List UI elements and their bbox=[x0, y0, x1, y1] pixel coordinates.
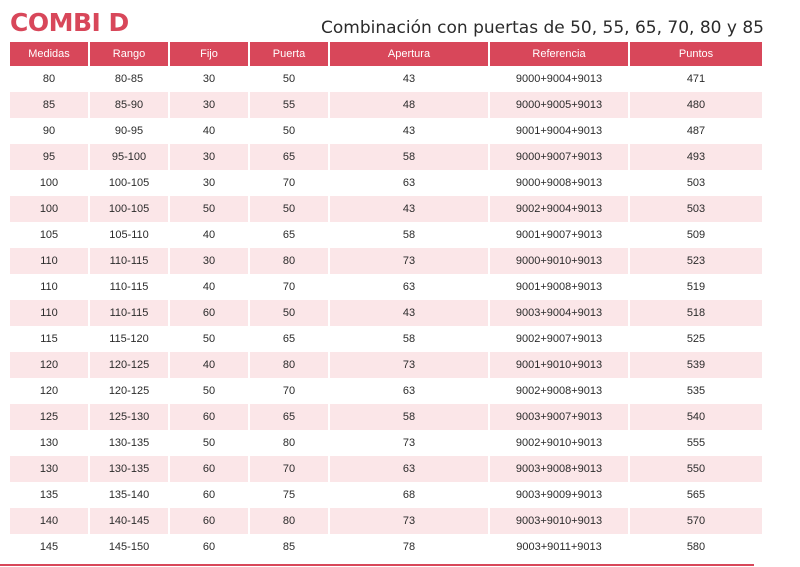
cell-puntos: 519 bbox=[686, 281, 706, 293]
cell-puntos: 523 bbox=[630, 248, 762, 274]
page-subtitle: Combinación con puertas de 50, 55, 65, 70, 80 y 85 bbox=[320, 18, 764, 38]
cell-referencia: 9001+9007+9013 bbox=[515, 229, 603, 241]
cell-puntos: 525 bbox=[686, 333, 706, 345]
cell-puntos: 503 bbox=[630, 196, 762, 222]
cell-referencia: 9003+9009+9013 bbox=[515, 489, 603, 501]
cell-apertura: 68 bbox=[402, 489, 416, 501]
cell-fijo: 40 bbox=[202, 229, 216, 241]
cell-rango: 100-105 bbox=[108, 177, 150, 189]
cell-fijo: 30 bbox=[202, 73, 216, 85]
table-row bbox=[10, 456, 762, 482]
table-row bbox=[10, 66, 762, 92]
cell-rango: 125-130 bbox=[90, 404, 168, 430]
cell-fijo: 60 bbox=[170, 404, 248, 430]
cell-fijo: 60 bbox=[202, 541, 216, 553]
cell-medidas: 125 bbox=[10, 404, 88, 430]
cell-puntos: 555 bbox=[686, 437, 706, 449]
table-row bbox=[10, 482, 762, 508]
cell-medidas: 80 bbox=[42, 73, 56, 85]
cell-fijo: 60 bbox=[170, 300, 248, 326]
cell-apertura: 73 bbox=[330, 248, 488, 274]
cell-puntos: 539 bbox=[630, 352, 762, 378]
cell-puerta: 65 bbox=[282, 229, 296, 241]
cell-apertura: 48 bbox=[330, 92, 488, 118]
cell-rango: 110-115 bbox=[109, 281, 149, 293]
cell-fijo: 40 bbox=[170, 352, 248, 378]
header-referencia: Referencia bbox=[490, 42, 628, 66]
cell-apertura: 73 bbox=[330, 508, 488, 534]
cell-rango: 120-125 bbox=[108, 385, 150, 397]
cell-puerta: 80 bbox=[250, 508, 328, 534]
cell-referencia: 9003+9011+9013 bbox=[516, 541, 602, 553]
cell-fijo: 60 bbox=[202, 489, 216, 501]
cell-apertura: 73 bbox=[402, 437, 416, 449]
cell-referencia: 9003+9004+9013 bbox=[490, 300, 628, 326]
cell-puerta: 75 bbox=[282, 489, 296, 501]
cell-puerta: 65 bbox=[282, 333, 296, 345]
cell-medidas: 110 bbox=[10, 248, 88, 274]
cell-fijo: 60 bbox=[170, 508, 248, 534]
cell-medidas: 140 bbox=[10, 508, 88, 534]
cell-puerta: 50 bbox=[250, 300, 328, 326]
header-puerta: Puerta bbox=[250, 42, 328, 66]
cell-medidas: 115 bbox=[40, 333, 58, 345]
cell-medidas: 120 bbox=[39, 385, 59, 397]
cell-referencia: 9002+9010+9013 bbox=[515, 437, 603, 449]
cell-apertura: 63 bbox=[330, 456, 488, 482]
cell-apertura: 78 bbox=[402, 541, 416, 553]
cell-fijo: 60 bbox=[170, 456, 248, 482]
header-rango: Rango bbox=[90, 42, 168, 66]
table-row bbox=[10, 508, 762, 534]
cell-rango: 100-105 bbox=[90, 196, 168, 222]
cell-rango: 115-120 bbox=[109, 333, 149, 345]
table-body bbox=[10, 66, 762, 560]
cell-apertura: 43 bbox=[330, 300, 488, 326]
cell-referencia: 9002+9007+9013 bbox=[515, 333, 603, 345]
cell-referencia: 9001+9010+9013 bbox=[490, 352, 628, 378]
cell-puerta: 80 bbox=[250, 248, 328, 274]
cell-apertura: 43 bbox=[402, 73, 416, 85]
cell-puntos: 503 bbox=[686, 177, 706, 189]
cell-puntos: 570 bbox=[630, 508, 762, 534]
cell-apertura: 58 bbox=[330, 144, 488, 170]
cell-rango: 110-115 bbox=[90, 248, 168, 274]
cell-puntos: 471 bbox=[686, 73, 706, 85]
table-row bbox=[10, 118, 762, 144]
cell-rango: 110-115 bbox=[90, 300, 168, 326]
cell-puntos: 550 bbox=[630, 456, 762, 482]
table-row bbox=[10, 534, 762, 560]
cell-rango: 120-125 bbox=[90, 352, 168, 378]
cell-medidas: 95 bbox=[10, 144, 88, 170]
cell-referencia: 9000+9010+9013 bbox=[490, 248, 628, 274]
cell-fijo: 50 bbox=[202, 437, 216, 449]
cell-apertura: 58 bbox=[402, 229, 416, 241]
cell-apertura: 58 bbox=[402, 333, 416, 345]
cell-rango: 135-140 bbox=[108, 489, 150, 501]
cell-puerta: 70 bbox=[282, 281, 296, 293]
cell-medidas: 120 bbox=[10, 352, 88, 378]
cell-referencia: 9000+9008+9013 bbox=[515, 177, 603, 189]
cell-fijo: 30 bbox=[170, 144, 248, 170]
table-row bbox=[10, 196, 762, 222]
cell-puntos: 487 bbox=[686, 125, 706, 137]
cell-medidas: 100 bbox=[39, 177, 59, 189]
cell-puntos: 580 bbox=[686, 541, 706, 553]
cell-puerta: 55 bbox=[250, 92, 328, 118]
cell-puerta: 85 bbox=[282, 541, 296, 553]
cell-puerta: 50 bbox=[282, 125, 296, 137]
cell-apertura: 63 bbox=[402, 281, 416, 293]
table-row bbox=[10, 222, 762, 248]
cell-apertura: 63 bbox=[402, 177, 416, 189]
cell-medidas: 110 bbox=[40, 281, 58, 293]
cell-medidas: 100 bbox=[10, 196, 88, 222]
table-row bbox=[10, 300, 762, 326]
cell-referencia: 9000+9005+9013 bbox=[490, 92, 628, 118]
table-row bbox=[10, 404, 762, 430]
cell-puntos: 509 bbox=[686, 229, 706, 241]
cell-medidas: 135 bbox=[39, 489, 59, 501]
combination-table bbox=[8, 42, 764, 560]
cell-referencia: 9003+9010+9013 bbox=[490, 508, 628, 534]
cell-medidas: 90 bbox=[42, 125, 56, 137]
cell-apertura: 63 bbox=[402, 385, 416, 397]
table-row bbox=[10, 92, 762, 118]
cell-medidas: 110 bbox=[10, 300, 88, 326]
cell-fijo: 30 bbox=[170, 248, 248, 274]
cell-puntos: 518 bbox=[630, 300, 762, 326]
header-fijo: Fijo bbox=[170, 42, 248, 66]
cell-medidas: 130 bbox=[10, 456, 88, 482]
cell-medidas: 85 bbox=[10, 92, 88, 118]
cell-fijo: 30 bbox=[170, 92, 248, 118]
cell-fijo: 50 bbox=[202, 333, 216, 345]
cell-puerta: 70 bbox=[282, 385, 296, 397]
cell-puntos: 480 bbox=[630, 92, 762, 118]
cell-referencia: 9001+9004+9013 bbox=[515, 125, 603, 137]
cell-puerta: 80 bbox=[250, 352, 328, 378]
table-row bbox=[10, 378, 762, 404]
cell-puerta: 50 bbox=[250, 196, 328, 222]
cell-rango: 105-110 bbox=[109, 229, 149, 241]
table-row bbox=[10, 326, 762, 352]
cell-rango: 145-150 bbox=[108, 541, 150, 553]
cell-puntos: 535 bbox=[686, 385, 706, 397]
cell-rango: 130-135 bbox=[90, 456, 168, 482]
cell-medidas: 130 bbox=[39, 437, 59, 449]
table-row bbox=[10, 274, 762, 300]
cell-referencia: 9000+9004+9013 bbox=[515, 73, 603, 85]
bottom-divider bbox=[0, 564, 754, 566]
cell-fijo: 40 bbox=[202, 125, 216, 137]
header-apertura: Apertura bbox=[330, 42, 488, 66]
table-row bbox=[10, 144, 762, 170]
header-puntos: Puntos bbox=[630, 42, 762, 66]
cell-medidas: 105 bbox=[39, 229, 59, 241]
cell-rango: 95-100 bbox=[90, 144, 168, 170]
cell-referencia: 9002+9004+9013 bbox=[490, 196, 628, 222]
cell-referencia: 9001+9008+9013 bbox=[515, 281, 603, 293]
cell-puntos: 565 bbox=[686, 489, 706, 501]
table-row bbox=[10, 430, 762, 456]
cell-medidas: 145 bbox=[39, 541, 59, 553]
cell-rango: 130-135 bbox=[108, 437, 150, 449]
cell-referencia: 9000+9007+9013 bbox=[490, 144, 628, 170]
cell-fijo: 50 bbox=[170, 196, 248, 222]
cell-puntos: 493 bbox=[630, 144, 762, 170]
cell-apertura: 43 bbox=[402, 125, 416, 137]
table-row bbox=[10, 352, 762, 378]
cell-fijo: 50 bbox=[202, 385, 216, 397]
cell-puerta: 70 bbox=[282, 177, 296, 189]
document-page bbox=[10, 0, 764, 560]
cell-puerta: 65 bbox=[250, 144, 328, 170]
cell-rango: 140-145 bbox=[90, 508, 168, 534]
table-header-row bbox=[10, 42, 762, 66]
header-medidas: Medidas bbox=[10, 42, 88, 66]
cell-puerta: 65 bbox=[250, 404, 328, 430]
cell-puerta: 70 bbox=[250, 456, 328, 482]
cell-apertura: 43 bbox=[330, 196, 488, 222]
table-row bbox=[10, 248, 762, 274]
cell-apertura: 73 bbox=[330, 352, 488, 378]
header bbox=[10, 0, 764, 42]
cell-puerta: 50 bbox=[282, 73, 296, 85]
table-row bbox=[10, 170, 762, 196]
cell-fijo: 40 bbox=[202, 281, 216, 293]
cell-referencia: 9003+9008+9013 bbox=[490, 456, 628, 482]
page-title: COMBI D bbox=[10, 8, 129, 37]
cell-referencia: 9003+9007+9013 bbox=[490, 404, 628, 430]
cell-puerta: 80 bbox=[282, 437, 296, 449]
cell-rango: 90-95 bbox=[114, 125, 144, 137]
cell-referencia: 9002+9008+9013 bbox=[515, 385, 603, 397]
cell-rango: 80-85 bbox=[114, 73, 144, 85]
cell-puntos: 540 bbox=[630, 404, 762, 430]
cell-apertura: 58 bbox=[330, 404, 488, 430]
cell-rango: 85-90 bbox=[90, 92, 168, 118]
cell-fijo: 30 bbox=[202, 177, 216, 189]
